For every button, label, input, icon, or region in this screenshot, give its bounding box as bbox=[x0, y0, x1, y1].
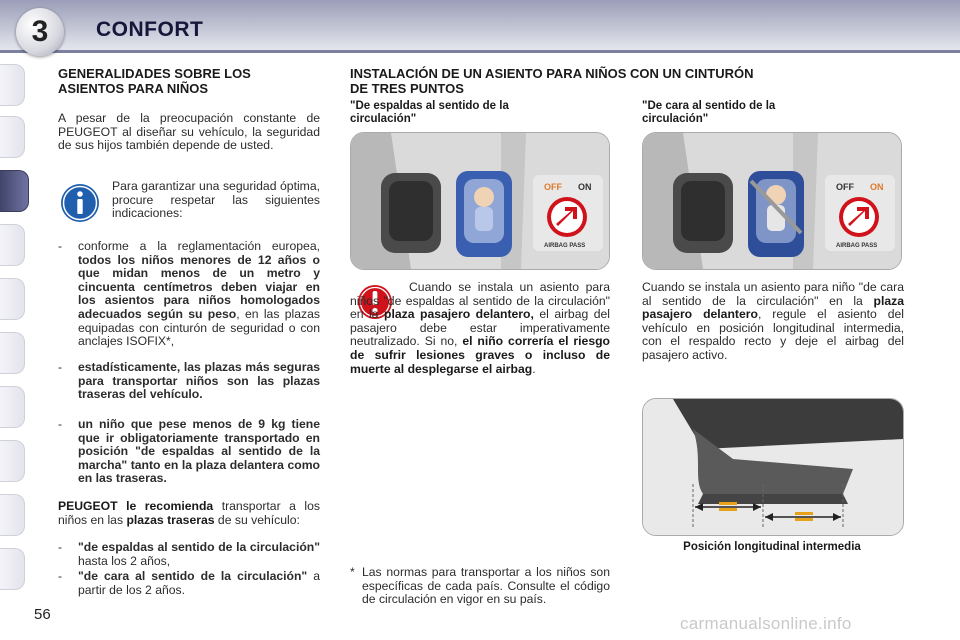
rear-facing-seat-illustration bbox=[350, 132, 610, 270]
airbag-off-label: OFF bbox=[836, 182, 854, 192]
airbag-off-label: OFF bbox=[544, 182, 562, 192]
col2-text-b: , regule el asiento del vehículo en posición longitudinal intermedia, con el respaldo recto y deje el airbag del pasajero activo. bbox=[642, 307, 905, 362]
left-intro-paragraph: A pesar de la preocupación constante de PEUGEOT al diseñar su vehículo, la seguridad de sus hijos también depende de usted. bbox=[58, 111, 320, 153]
forward-facing-instructions bbox=[642, 281, 904, 363]
chapter-tab-2[interactable] bbox=[0, 116, 25, 158]
rear-facing-instructions bbox=[350, 281, 610, 376]
seat-position-illustration bbox=[642, 398, 904, 536]
recommend-bold: PEUGEOT le recomienda bbox=[58, 499, 214, 513]
car-interior-rear-facing-icon bbox=[351, 133, 609, 269]
col2-sub-line1: "De cara al sentido de la bbox=[642, 100, 776, 112]
col1-text-b: el airbag del pasajero debe estar imperativamente neutralizado. Si no, bbox=[350, 307, 611, 349]
airbag-on-label: ON bbox=[870, 182, 884, 192]
bullet2-bold: estadísticamente, las plazas más seguras para transportar niños son las plazas traseras del vehículo. bbox=[78, 360, 320, 402]
col2-text-a: Cuando se instala un asiento para niño "de cara al sentido de la circulación" en la bbox=[642, 280, 904, 308]
rear-facing-subtitle bbox=[350, 100, 600, 126]
sub2-bold: "de cara al sentido de la circulación" bbox=[78, 569, 308, 583]
list-item: - "de cara al sentido de la circulación" a partir de los 2 años. bbox=[58, 569, 321, 597]
sub1-bold: "de espaldas al sentido de la circulación" bbox=[78, 540, 320, 554]
col2-sub-line2: circulación" bbox=[642, 113, 709, 125]
right-title-line1: INSTALACIÓN DE UN ASIENTO PARA NIÑOS CON UN CINTURÓN bbox=[350, 66, 754, 81]
left-section-title bbox=[58, 66, 328, 96]
bullet1-post: , en las plazas equipadas con cinturón de seguridad o con anclajes ISOFIX*, bbox=[78, 306, 320, 349]
recommendation-paragraph bbox=[58, 500, 320, 527]
sub1-post: hasta los 2 años, bbox=[78, 553, 171, 568]
chapter-tab-7[interactable] bbox=[0, 386, 25, 428]
forward-facing-subtitle bbox=[642, 100, 892, 126]
chapter-tab-4[interactable] bbox=[0, 224, 25, 266]
footnote-text: Las normas para transportar a los niños son específicas de cada país. Consulte el código de circulación en vigor en su país. bbox=[362, 565, 610, 607]
chapter-tab-9[interactable] bbox=[0, 494, 25, 536]
col1-sub-line2: circulación" bbox=[350, 113, 417, 125]
left-title-line1: GENERALIDADES SOBRE LOS bbox=[58, 66, 251, 81]
chapter-tab-10[interactable] bbox=[0, 548, 25, 590]
right-section-title bbox=[350, 66, 930, 96]
footnote-mark: * bbox=[350, 565, 355, 579]
chapter-title: CONFORT bbox=[96, 18, 204, 41]
forward-facing-seat-illustration bbox=[642, 132, 902, 270]
left-title-line2: ASIENTOS PARA NIÑOS bbox=[58, 81, 209, 96]
list-item: - "de espaldas al sentido de la circulación" hasta los 2 años, bbox=[58, 540, 320, 568]
col2-text-bold: plaza pasajero delantero bbox=[642, 293, 905, 322]
chapter-number-badge: 3 bbox=[16, 8, 64, 56]
chapter-tab-3-active[interactable] bbox=[0, 170, 29, 212]
col1-text-end: . bbox=[532, 361, 536, 376]
chapter-tabs bbox=[0, 64, 26, 584]
header-divider bbox=[0, 50, 960, 53]
page-number: 56 bbox=[34, 606, 51, 623]
chapter-tab-5[interactable] bbox=[0, 278, 25, 320]
col1-text-a: Cuando se instala un asiento para niños "de espaldas al sentido de la circulación" en la bbox=[350, 280, 610, 322]
right-title-line2: DE TRES PUNTOS bbox=[350, 81, 464, 96]
airbag-on-label: ON bbox=[578, 182, 592, 192]
bullet3-bold: un niño que pese menos de 9 kg tiene que ir obligatoriamente transportado en posición "de espaldas al sentido de la marcha" tanto en la plaza delantera como en las traseras. bbox=[78, 417, 320, 486]
seat-rail-icon bbox=[643, 399, 903, 535]
chapter-tab-6[interactable] bbox=[0, 332, 25, 374]
recommend-post: de su vehículo: bbox=[217, 512, 300, 527]
recommend-bold2: plazas traseras bbox=[126, 512, 215, 527]
sub2-post: a partir de los 2 años. bbox=[78, 569, 321, 597]
bullet1-bold: todos los niños menores de 12 años o que midan menos de un metro y cincuenta centímetros deben viajar en los asientos para niños homologados adecuados según su peso bbox=[78, 252, 320, 321]
airbag-pass-label: AIRBAG PASS bbox=[836, 243, 878, 249]
seat-position-caption: Posición longitudinal intermedia bbox=[683, 541, 861, 553]
col1-sub-line1: "De espaldas al sentido de la bbox=[350, 100, 509, 112]
recommend-mid: transportar a los niños en las bbox=[58, 499, 321, 527]
col1-text-bold1: plaza pasajero delantero, bbox=[384, 307, 534, 322]
list-item: - estadísticamente, las plazas más seguras para transportar niños son las plazas traseras del vehículo. bbox=[58, 360, 320, 402]
list-item: - un niño que pese menos de 9 kg tiene que ir obligatoriamente transportado en posición "de espaldas al sentido de la marcha" tanto en la plaza delantera como en las traseras. bbox=[58, 417, 320, 486]
col1-text-bold2: el niño correría el riesgo de sufrir lesiones graves o incluso de muerte al desplegarse el airbag bbox=[350, 334, 611, 376]
chapter-tab-1[interactable] bbox=[0, 64, 25, 106]
info-icon bbox=[60, 183, 100, 223]
info-note: Para garantizar una seguridad óptima, procure respetar las siguientes indicaciones: bbox=[112, 179, 320, 221]
airbag-pass-label: AIRBAG PASS bbox=[544, 243, 586, 249]
car-interior-forward-facing-icon bbox=[643, 133, 901, 269]
watermark: carmanualsonline.info bbox=[680, 614, 852, 633]
list-item: - conforme a la reglamentación europea, todos los niños menores de 12 años o que midan menos de un metro y cincuenta centímetros deben viajar en los asientos para niños homologados adecuados según su peso, en las plazas equipadas con cinturón de seguridad o con anclajes ISOFIX*, bbox=[58, 239, 320, 349]
chapter-tab-8[interactable] bbox=[0, 440, 25, 482]
bullet1-pre: conforme a la reglamentación europea, bbox=[78, 239, 320, 253]
